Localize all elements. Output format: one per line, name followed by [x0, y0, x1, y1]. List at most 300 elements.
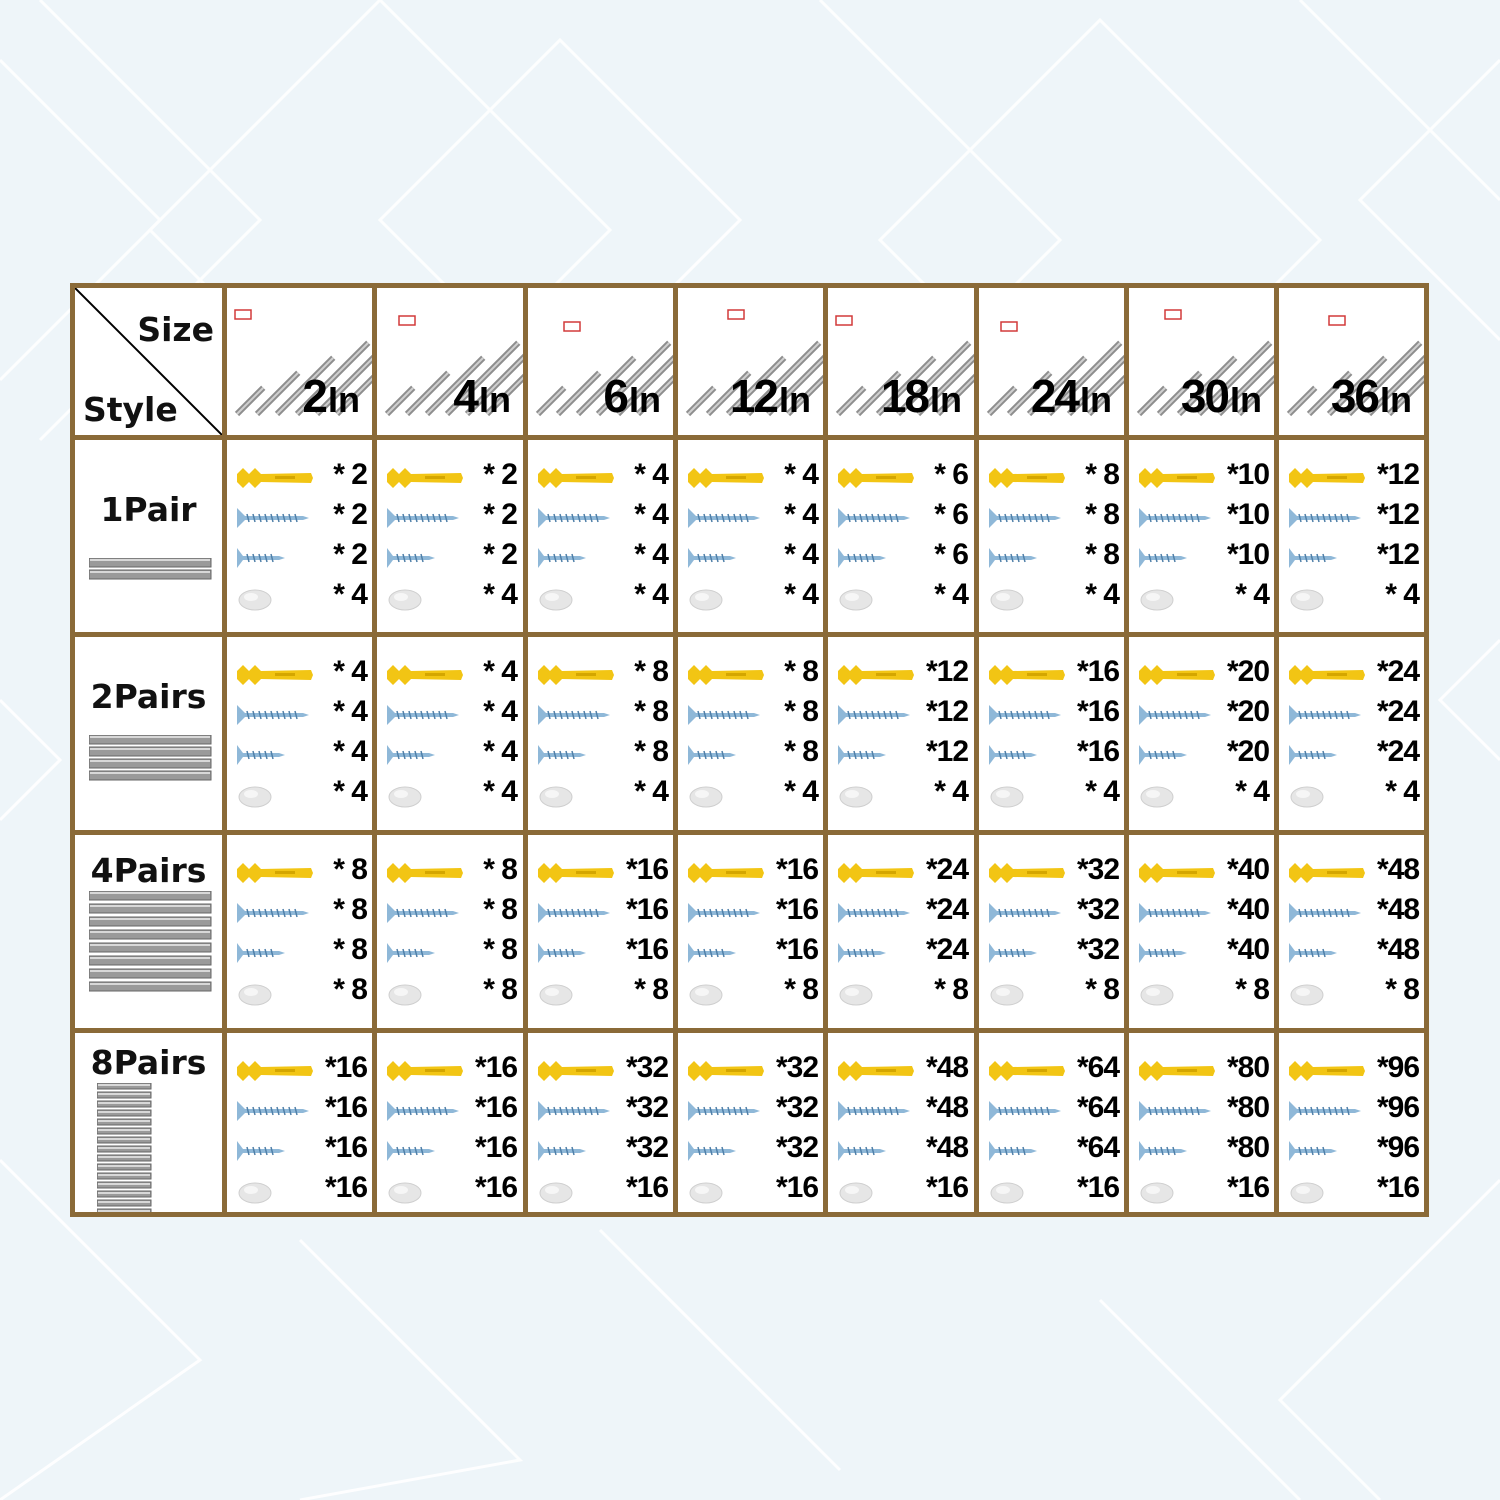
hardware-list [536, 655, 668, 815]
quantity-value: * 8 [333, 892, 367, 926]
rail-bars-icon [97, 1083, 221, 1214]
short-screw-icon [987, 939, 1067, 967]
hardware-item [536, 498, 668, 538]
wall-anchor-icon [1287, 1057, 1367, 1085]
bumper-pad-icon [235, 979, 315, 1007]
bumper-pad-icon [1137, 1177, 1217, 1205]
quantity-value: * 2 [333, 458, 367, 492]
qty-cell-2pairs-6in [526, 635, 676, 833]
hardware-item [1287, 578, 1419, 618]
qty-cell-1pair-12in [676, 438, 826, 635]
bumper-pad-icon [385, 584, 465, 612]
qty-cell-2pairs-30in [1127, 635, 1277, 833]
long-screw-icon [987, 504, 1067, 532]
short-screw-icon [1137, 544, 1217, 572]
wall-anchor-icon [1137, 859, 1217, 887]
quantity-value: *12 [925, 655, 968, 689]
hardware-item [836, 893, 968, 933]
hardware-list [686, 655, 818, 815]
qty-cell-4pairs-2in [225, 832, 375, 1031]
style-row-4pairs [73, 832, 1427, 1031]
wall-anchor-icon [385, 859, 465, 887]
hardware-item [686, 655, 818, 695]
long-screw-icon [235, 1097, 315, 1125]
wall-anchor-icon [836, 1057, 916, 1085]
quantity-value: *16 [324, 1091, 367, 1125]
wall-anchor-icon [1137, 1057, 1217, 1085]
long-screw-icon [1137, 701, 1217, 729]
wall-anchor-icon [536, 859, 616, 887]
hardware-item [536, 735, 668, 775]
hardware-item [385, 933, 517, 973]
wall-anchor-icon [1137, 661, 1217, 689]
hardware-item [536, 1091, 668, 1131]
quantity-value: * 4 [483, 775, 517, 809]
hardware-item [1287, 1051, 1419, 1091]
size-value [730, 369, 811, 423]
short-screw-icon [836, 1137, 916, 1165]
short-screw-icon [686, 741, 766, 769]
size-header-6in [526, 286, 676, 438]
quantity-value: * 8 [483, 852, 517, 886]
quantity-value: *96 [1376, 1091, 1419, 1125]
quantity-value: *12 [1376, 538, 1419, 572]
hardware-item [987, 1131, 1119, 1171]
quantity-value: * 8 [634, 735, 668, 769]
quantity-value: *32 [1076, 892, 1119, 926]
qty-cell-4pairs-36in [1277, 832, 1427, 1031]
hardware-item [686, 893, 818, 933]
quantity-value: * 8 [634, 655, 668, 689]
hardware-item [536, 695, 668, 735]
short-screw-icon [1287, 1137, 1367, 1165]
hardware-item [836, 735, 968, 775]
hardware-item [235, 1051, 367, 1091]
quantity-value: *80 [1226, 1051, 1269, 1085]
hardware-item [987, 695, 1119, 735]
long-screw-icon [385, 504, 465, 532]
bumper-pad-icon [1137, 584, 1217, 612]
quantity-value: * 4 [934, 775, 968, 809]
quantity-value: *16 [324, 1171, 367, 1205]
quantity-value: * 4 [634, 538, 668, 572]
wall-anchor-icon [987, 661, 1067, 689]
hardware-item [987, 1091, 1119, 1131]
quantity-value: *16 [1076, 1171, 1119, 1205]
quantity-value: * 8 [784, 735, 818, 769]
long-screw-icon [1137, 504, 1217, 532]
hardware-item [385, 1051, 517, 1091]
quantity-value: *16 [775, 892, 818, 926]
hardware-item [536, 578, 668, 618]
long-screw-icon [385, 899, 465, 927]
short-screw-icon [385, 544, 465, 572]
hardware-item [1287, 933, 1419, 973]
quantity-value: *32 [775, 1051, 818, 1085]
bumper-pad-icon [536, 979, 616, 1007]
wall-anchor-icon [235, 464, 315, 492]
qty-cell-1pair-24in [977, 438, 1127, 635]
quantity-value: *12 [925, 735, 968, 769]
hardware-item [1287, 775, 1419, 815]
hardware-item [1137, 775, 1269, 815]
hardware-item [235, 933, 367, 973]
quantity-value: * 8 [934, 972, 968, 1006]
short-screw-icon [836, 939, 916, 967]
rail-bars-icon [89, 558, 213, 591]
quantity-value: * 4 [1385, 578, 1419, 612]
hardware-item [1137, 578, 1269, 618]
quantity-value: *48 [925, 1091, 968, 1125]
long-screw-icon [836, 504, 916, 532]
quantity-value: * 8 [1085, 972, 1119, 1006]
hardware-item [536, 853, 668, 893]
size-value [1181, 369, 1262, 423]
quantity-value: * 8 [483, 892, 517, 926]
qty-cell-1pair-36in [1277, 438, 1427, 635]
qty-cell-8pairs-30in [1127, 1031, 1277, 1215]
size-value [881, 369, 962, 423]
short-screw-icon [536, 544, 616, 572]
hardware-item [686, 1051, 818, 1091]
hardware-item [1137, 973, 1269, 1013]
long-screw-icon [536, 899, 616, 927]
quantity-value: * 8 [1085, 458, 1119, 492]
hardware-item [686, 933, 818, 973]
short-screw-icon [686, 544, 766, 572]
style-label: 1Pair [100, 490, 197, 530]
hardware-item [1287, 538, 1419, 578]
hardware-list [686, 1051, 818, 1211]
hardware-list [686, 458, 818, 618]
hardware-item [1137, 1091, 1269, 1131]
quantity-value: * 8 [784, 655, 818, 689]
hardware-item [385, 695, 517, 735]
size-header-24in [977, 286, 1127, 438]
quantity-value: *10 [1226, 538, 1269, 572]
long-screw-icon [385, 1097, 465, 1125]
long-screw-icon [686, 701, 766, 729]
hardware-item [536, 1051, 668, 1091]
quantity-value: *24 [925, 852, 968, 886]
bumper-pad-icon [385, 979, 465, 1007]
quantity-value: * 8 [333, 932, 367, 966]
wall-anchor-icon [536, 661, 616, 689]
hardware-item [1287, 498, 1419, 538]
rail-bars-icon [89, 891, 213, 1004]
wall-anchor-icon [235, 661, 315, 689]
bumper-pad-icon [836, 1177, 916, 1205]
qty-cell-1pair-30in [1127, 438, 1277, 635]
hardware-item [836, 578, 968, 618]
bumper-pad-icon [536, 781, 616, 809]
quantity-value: * 4 [634, 498, 668, 532]
hardware-item [686, 458, 818, 498]
short-screw-icon [987, 544, 1067, 572]
quantity-value: * 2 [333, 498, 367, 532]
wall-anchor-icon [836, 859, 916, 887]
qty-cell-4pairs-18in [826, 832, 977, 1031]
hardware-item [385, 538, 517, 578]
quantity-value: *16 [1226, 1171, 1269, 1205]
quantity-value: *16 [775, 932, 818, 966]
hardware-item [1137, 933, 1269, 973]
qty-cell-8pairs-2in [225, 1031, 375, 1215]
hardware-item [987, 893, 1119, 933]
short-screw-icon [235, 741, 315, 769]
size-header-12in [676, 286, 826, 438]
short-screw-icon [987, 741, 1067, 769]
hardware-item [1287, 973, 1419, 1013]
hardware-item [1137, 695, 1269, 735]
hardware-item [836, 1131, 968, 1171]
hardware-item [235, 853, 367, 893]
hardware-list [1137, 458, 1269, 618]
quantity-value: *64 [1076, 1091, 1119, 1125]
short-screw-icon [1137, 939, 1217, 967]
quantity-value: * 4 [483, 695, 517, 729]
size-unit: In [328, 379, 360, 421]
quantity-value: * 8 [634, 972, 668, 1006]
wall-anchor-icon [686, 859, 766, 887]
wall-anchor-icon [1137, 464, 1217, 492]
quantity-value: *16 [474, 1051, 517, 1085]
size-unit: In [1380, 379, 1412, 421]
hardware-item [987, 458, 1119, 498]
hardware-item [385, 498, 517, 538]
bumper-pad-icon [235, 584, 315, 612]
long-screw-icon [1137, 899, 1217, 927]
hardware-list [1287, 1051, 1419, 1211]
quantity-value: *48 [925, 1051, 968, 1085]
bumper-pad-icon [686, 781, 766, 809]
wall-anchor-icon [836, 464, 916, 492]
hardware-list [987, 853, 1119, 1013]
short-screw-icon [1287, 544, 1367, 572]
long-screw-icon [686, 899, 766, 927]
size-header-4in [375, 286, 526, 438]
size-number: 4 [453, 370, 477, 423]
qty-cell-2pairs-2in [225, 635, 375, 833]
quantity-value: *24 [1376, 655, 1419, 689]
size-header-36in [1277, 286, 1427, 438]
hardware-item [385, 1171, 517, 1211]
qty-cell-1pair-2in [225, 438, 375, 635]
bumper-pad-icon [836, 979, 916, 1007]
bumper-pad-icon [1287, 781, 1367, 809]
hardware-item [1137, 1171, 1269, 1211]
qty-cell-4pairs-24in [977, 832, 1127, 1031]
quantity-value: * 8 [333, 972, 367, 1006]
size-number: 36 [1330, 370, 1378, 423]
hardware-item [1137, 735, 1269, 775]
size-header-2in [225, 286, 375, 438]
hardware-item [235, 538, 367, 578]
hardware-list [235, 1051, 367, 1211]
short-screw-icon [1137, 741, 1217, 769]
quantity-value: *16 [625, 852, 668, 886]
hardware-item [385, 1131, 517, 1171]
quantity-value: * 8 [1235, 972, 1269, 1006]
hardware-list [1137, 1051, 1269, 1211]
style-header-1pair [73, 438, 225, 635]
wall-anchor-icon [1287, 464, 1367, 492]
hardware-list [235, 853, 367, 1013]
hardware-item [686, 538, 818, 578]
qty-cell-8pairs-6in [526, 1031, 676, 1215]
quantity-value: * 4 [634, 578, 668, 612]
quantity-value: *32 [625, 1131, 668, 1165]
quantity-value: *48 [925, 1131, 968, 1165]
hardware-item [686, 735, 818, 775]
hardware-item [235, 458, 367, 498]
quantity-value: *80 [1226, 1131, 1269, 1165]
qty-cell-8pairs-4in [375, 1031, 526, 1215]
hardware-item [1137, 498, 1269, 538]
hardware-item [1287, 695, 1419, 735]
quantity-value: *16 [474, 1171, 517, 1205]
hardware-list [1137, 853, 1269, 1013]
wall-anchor-icon [1287, 859, 1367, 887]
quantity-value: *20 [1226, 695, 1269, 729]
quantity-value: * 6 [934, 458, 968, 492]
hardware-item [836, 1171, 968, 1211]
bumper-pad-icon [987, 1177, 1067, 1205]
quantity-value: * 6 [934, 498, 968, 532]
short-screw-icon [536, 939, 616, 967]
hardware-item [536, 775, 668, 815]
qty-cell-4pairs-4in [375, 832, 526, 1031]
hardware-item [235, 973, 367, 1013]
wall-anchor-icon [836, 661, 916, 689]
qty-cell-2pairs-18in [826, 635, 977, 833]
long-screw-icon [536, 504, 616, 532]
hardware-list [836, 655, 968, 815]
qty-cell-1pair-6in [526, 438, 676, 635]
quantity-value: * 8 [784, 972, 818, 1006]
wall-anchor-icon [686, 661, 766, 689]
bumper-pad-icon [536, 584, 616, 612]
hardware-item [987, 498, 1119, 538]
hardware-list [1137, 655, 1269, 815]
hardware-item [987, 1051, 1119, 1091]
rail-bars-icon [89, 735, 213, 792]
wall-anchor-icon [1287, 661, 1367, 689]
hardware-list [385, 655, 517, 815]
hardware-item [686, 775, 818, 815]
hardware-list [385, 853, 517, 1013]
hardware-list [836, 1051, 968, 1211]
hardware-item [536, 655, 668, 695]
hardware-item [1137, 853, 1269, 893]
quantity-value: *24 [925, 892, 968, 926]
quantity-value: *12 [1376, 498, 1419, 532]
hardware-list [987, 655, 1119, 815]
long-screw-icon [987, 701, 1067, 729]
hardware-item [235, 775, 367, 815]
qty-cell-8pairs-18in [826, 1031, 977, 1215]
hardware-item [235, 1171, 367, 1211]
short-screw-icon [1137, 1137, 1217, 1165]
bumper-pad-icon [836, 781, 916, 809]
hardware-item [235, 578, 367, 618]
long-screw-icon [1287, 504, 1367, 532]
quantity-value: *16 [1076, 695, 1119, 729]
style-header-2pairs [73, 635, 225, 833]
qty-cell-2pairs-12in [676, 635, 826, 833]
quantity-value: * 4 [333, 695, 367, 729]
short-screw-icon [836, 741, 916, 769]
long-screw-icon [235, 899, 315, 927]
long-screw-icon [987, 899, 1067, 927]
quantity-value: *10 [1226, 458, 1269, 492]
bumper-pad-icon [1137, 979, 1217, 1007]
quantity-value: * 4 [333, 655, 367, 689]
bumper-pad-icon [686, 1177, 766, 1205]
size-value [603, 369, 661, 423]
hardware-item [1137, 458, 1269, 498]
hardware-item [987, 538, 1119, 578]
hardware-item [235, 498, 367, 538]
hardware-list [1287, 655, 1419, 815]
quantity-value: *32 [775, 1131, 818, 1165]
hardware-item [1287, 1171, 1419, 1211]
wall-anchor-icon [987, 859, 1067, 887]
hardware-item [836, 775, 968, 815]
hardware-list [536, 853, 668, 1013]
qty-cell-1pair-4in [375, 438, 526, 635]
wall-anchor-icon [385, 464, 465, 492]
quantity-value: * 4 [1385, 775, 1419, 809]
hardware-item [686, 498, 818, 538]
bumper-pad-icon [1287, 1177, 1367, 1205]
hardware-item [536, 458, 668, 498]
style-row-8pairs [73, 1031, 1427, 1215]
size-unit: In [930, 379, 962, 421]
quantity-value: *16 [474, 1091, 517, 1125]
hardware-item [235, 1131, 367, 1171]
long-screw-icon [686, 1097, 766, 1125]
size-unit: In [1080, 379, 1112, 421]
wall-anchor-icon [235, 859, 315, 887]
wall-anchor-icon [235, 1057, 315, 1085]
hardware-list [1287, 458, 1419, 618]
long-screw-icon [1287, 701, 1367, 729]
long-screw-icon [1287, 899, 1367, 927]
quantity-value: *16 [625, 892, 668, 926]
qty-cell-8pairs-36in [1277, 1031, 1427, 1215]
hardware-item [235, 695, 367, 735]
hardware-item [686, 1171, 818, 1211]
hardware-item [1137, 538, 1269, 578]
hardware-item [385, 973, 517, 1013]
quantity-value: * 4 [934, 578, 968, 612]
quantity-value: * 4 [483, 578, 517, 612]
style-header-4pairs [73, 832, 225, 1031]
hardware-item [987, 655, 1119, 695]
short-screw-icon [536, 741, 616, 769]
quantity-value: * 4 [1085, 775, 1119, 809]
quantity-value: *12 [1376, 458, 1419, 492]
quantity-value: *16 [1076, 655, 1119, 689]
wall-anchor-icon [536, 1057, 616, 1085]
hardware-item [1287, 458, 1419, 498]
wall-anchor-icon [536, 464, 616, 492]
quantity-value: * 2 [483, 458, 517, 492]
quantity-value: * 8 [483, 972, 517, 1006]
long-screw-icon [686, 504, 766, 532]
quantity-value: * 4 [483, 655, 517, 689]
